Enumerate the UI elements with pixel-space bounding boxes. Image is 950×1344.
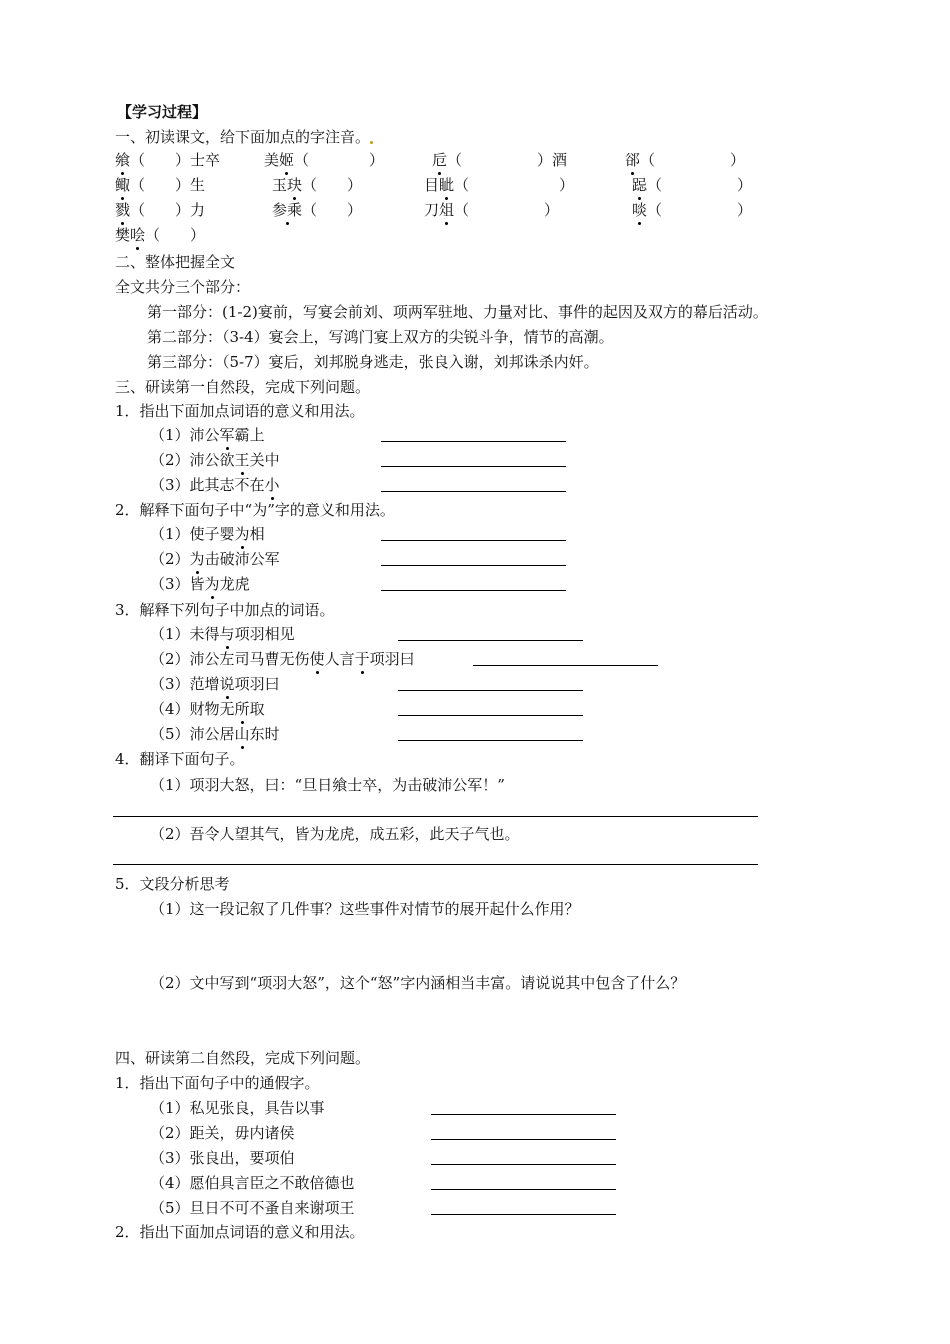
answer-line[interactable] bbox=[398, 690, 583, 691]
translate-sentence-2: （2）吾令人望其气，皆为龙虎，成五彩，此天子气也。 bbox=[150, 825, 520, 843]
item-text: （4）财物无 bbox=[150, 700, 235, 718]
pinyin-cell bbox=[115, 175, 205, 195]
section-title: 【学习过程】 bbox=[117, 103, 208, 121]
word-meaning-item bbox=[150, 699, 265, 719]
item-text: （5）沛公居 bbox=[150, 725, 235, 743]
item-text: （ ） bbox=[294, 151, 385, 169]
item-text: 目 bbox=[424, 176, 440, 194]
answer-line[interactable] bbox=[431, 1114, 616, 1115]
s3-q3-label: 3．解释下列句子中加点的词语。 bbox=[115, 601, 335, 619]
section-2-intro: 全文共分三个部分： bbox=[115, 278, 251, 296]
pinyin-cell bbox=[432, 150, 567, 170]
stray-mark bbox=[370, 141, 373, 144]
item-text: 人言 bbox=[324, 650, 355, 668]
item-text: 项羽曰 bbox=[369, 650, 415, 668]
item-text: 玉 bbox=[272, 176, 288, 194]
dotted-word: 哙 bbox=[130, 226, 146, 244]
dotted-word: 啖 bbox=[632, 201, 648, 219]
item-text: （ ） bbox=[640, 151, 746, 169]
word-meaning-item bbox=[150, 724, 280, 744]
item-text: （ ）力 bbox=[130, 201, 206, 219]
word-meaning-item bbox=[150, 624, 295, 644]
section-4-heading: 四、研读第二自然段，完成下列问题。 bbox=[115, 1049, 371, 1067]
item-text: 美 bbox=[264, 151, 280, 169]
item-text: 龙虎 bbox=[219, 575, 250, 593]
item-text: 关中 bbox=[249, 451, 280, 469]
dotted-word: 跽 bbox=[632, 176, 648, 194]
answer-line[interactable] bbox=[398, 740, 583, 741]
item-text: （1）未得 bbox=[150, 625, 220, 643]
item-text: 取 bbox=[249, 700, 265, 718]
section-1-heading: 一、初读课文，给下面加点的字注音。 bbox=[115, 128, 371, 146]
dotted-word: 军 bbox=[219, 426, 235, 444]
answer-line[interactable] bbox=[398, 640, 583, 641]
item-text: （ ） bbox=[145, 226, 206, 244]
dotted-word: 卮 bbox=[432, 151, 448, 169]
answer-line[interactable] bbox=[431, 1164, 616, 1165]
item-text: （3）范增 bbox=[150, 675, 220, 693]
dotted-word: 所 bbox=[234, 700, 250, 718]
s4-q1-label: 1．指出下面句子中的通假字。 bbox=[115, 1074, 320, 1092]
answer-line[interactable] bbox=[398, 715, 583, 716]
item-text: （1）使子婴 bbox=[150, 525, 235, 543]
word-usage-item bbox=[150, 425, 265, 445]
translation-answer-line-1[interactable] bbox=[113, 816, 758, 817]
item-text: （3）此其志不在 bbox=[150, 476, 265, 494]
dotted-word: 鲰 bbox=[115, 176, 131, 194]
section-3-heading: 三、研读第一自然段，完成下列问题。 bbox=[115, 378, 371, 396]
item-text: （ ） bbox=[454, 176, 575, 194]
pinyin-cell bbox=[632, 175, 752, 195]
dotted-word: 郤 bbox=[625, 151, 641, 169]
word-usage-item bbox=[150, 475, 280, 495]
analysis-question-2: （2）文中写到“项羽大怒”，这个“怒”字内涵相当丰富。请说说其中包含了什么？ bbox=[150, 974, 686, 992]
pinyin-cell bbox=[115, 150, 220, 170]
dotted-word: 俎 bbox=[439, 201, 455, 219]
pinyin-cell bbox=[264, 150, 384, 170]
dotted-word: 眦 bbox=[439, 176, 455, 194]
dotted-word: 飨 bbox=[115, 151, 131, 169]
pinyin-cell bbox=[272, 175, 362, 195]
dotted-word: 于 bbox=[354, 650, 370, 668]
answer-line[interactable] bbox=[381, 540, 566, 541]
item-text: （ ）酒 bbox=[447, 151, 568, 169]
item-text: （ ） bbox=[647, 176, 753, 194]
dotted-word: 王 bbox=[234, 451, 250, 469]
s4-q2-label: 2．指出下面加点词语的意义和用法。 bbox=[115, 1223, 365, 1241]
answer-line[interactable] bbox=[381, 565, 566, 566]
item-text: 东时 bbox=[249, 725, 280, 743]
tongjiazi-item: （3）张良出，要项伯 bbox=[150, 1149, 295, 1167]
dotted-word: 姬 bbox=[279, 151, 295, 169]
s3-q4-label: 4．翻译下面句子。 bbox=[115, 750, 245, 768]
item-text: 项羽相见 bbox=[234, 625, 295, 643]
item-text: （ ） bbox=[647, 201, 753, 219]
dotted-word: 小 bbox=[264, 476, 280, 494]
wei-usage-item bbox=[150, 524, 265, 544]
answer-line[interactable] bbox=[431, 1139, 616, 1140]
s3-q1-label: 1．指出下面加点词语的意义和用法。 bbox=[115, 402, 365, 420]
part-3-summary: 第三部分：（5-7）宴后，刘邦脱身逃走，张良入谢，刘邦诛杀内奸。 bbox=[147, 353, 599, 371]
item-text: 击破沛公军 bbox=[204, 550, 280, 568]
item-text: （3）皆 bbox=[150, 575, 205, 593]
item-text: （2）沛公欲 bbox=[150, 451, 235, 469]
pinyin-cell bbox=[272, 200, 362, 220]
item-text: 霸上 bbox=[234, 426, 265, 444]
dotted-word: 与 bbox=[219, 625, 235, 643]
s3-q5-label: 5．文段分析思考 bbox=[115, 875, 230, 893]
answer-line[interactable] bbox=[381, 441, 566, 442]
pinyin-cell bbox=[632, 200, 752, 220]
word-usage-item bbox=[150, 450, 280, 470]
pinyin-cell bbox=[424, 200, 559, 220]
pinyin-cell bbox=[424, 175, 574, 195]
item-text: （ ）士卒 bbox=[130, 151, 221, 169]
item-text: （1）沛公 bbox=[150, 426, 220, 444]
dotted-word: 为 bbox=[204, 575, 220, 593]
item-text: （ ） bbox=[302, 201, 363, 219]
translate-sentence-1: （1）项羽大怒，曰：“旦日飨士卒，为击破沛公军！” bbox=[150, 776, 505, 794]
answer-line[interactable] bbox=[381, 491, 566, 492]
dotted-word: 玦 bbox=[287, 176, 303, 194]
dotted-word: 山 bbox=[234, 725, 250, 743]
item-text: （ ）生 bbox=[130, 176, 206, 194]
dotted-word: 说 bbox=[219, 675, 235, 693]
tongjiazi-item: （4）愿伯具言臣之不敢倍德也 bbox=[150, 1174, 355, 1192]
item-text: 刀 bbox=[424, 201, 440, 219]
item-text: （2）沛公左司马曹无伤 bbox=[150, 650, 310, 668]
section-2-heading: 二、整体把握全文 bbox=[115, 253, 236, 271]
answer-line[interactable] bbox=[473, 665, 658, 666]
analysis-question-1: （1）这一段记叙了几件事？这些事件对情节的展开起什么作用？ bbox=[150, 900, 580, 918]
pinyin-cell bbox=[115, 200, 205, 220]
answer-line[interactable] bbox=[381, 590, 566, 591]
s3-q2-label: 2．解释下面句子中“为”字的意义和用法。 bbox=[115, 501, 395, 519]
dotted-word: 使 bbox=[309, 650, 325, 668]
dotted-word: 为 bbox=[189, 550, 205, 568]
item-text: 项羽曰 bbox=[234, 675, 280, 693]
item-text: （ ） bbox=[454, 201, 560, 219]
answer-line[interactable] bbox=[431, 1214, 616, 1215]
answer-line[interactable] bbox=[431, 1189, 616, 1190]
word-meaning-item bbox=[150, 649, 415, 669]
dotted-word: 戮 bbox=[115, 201, 131, 219]
tongjiazi-item: （1）私见张良，具告以事 bbox=[150, 1099, 325, 1117]
item-text: （2） bbox=[150, 550, 190, 568]
part-2-summary: 第二部分：（3-4）宴会上，写鸿门宴上双方的尖锐斗争，情节的高潮。 bbox=[147, 328, 614, 346]
dotted-word: 参乘 bbox=[272, 201, 303, 219]
tongjiazi-item: （2）距关，毋内诸侯 bbox=[150, 1124, 295, 1142]
translation-answer-line-2[interactable] bbox=[113, 864, 758, 865]
item-text: （ ） bbox=[302, 176, 363, 194]
wei-usage-item bbox=[150, 549, 280, 569]
word-meaning-item bbox=[150, 674, 280, 694]
tongjiazi-item: （5）旦日不可不蚤自来谢项王 bbox=[150, 1199, 355, 1217]
pinyin-cell bbox=[625, 150, 745, 170]
answer-line[interactable] bbox=[381, 466, 566, 467]
pinyin-cell bbox=[115, 225, 205, 245]
dotted-word: 为 bbox=[234, 525, 250, 543]
item-text: 相 bbox=[249, 525, 265, 543]
item-text: 樊 bbox=[115, 226, 131, 244]
part-1-summary: 第一部分：(1-2)宴前，写宴会前刘、项两军驻地、力量对比、事件的起因及双方的幕后活动。 bbox=[147, 303, 768, 321]
wei-usage-item bbox=[150, 574, 250, 594]
